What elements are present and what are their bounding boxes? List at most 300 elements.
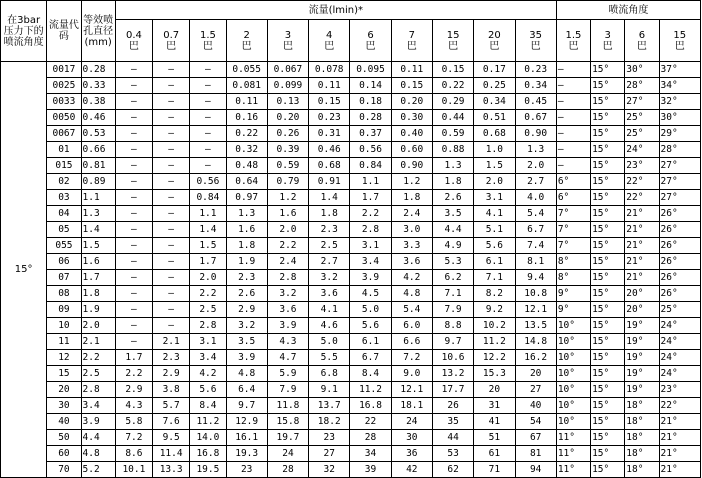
flow-value-cell: 20 bbox=[474, 382, 515, 398]
flow-value-cell: 5.1 bbox=[474, 222, 515, 238]
angle-value-cell: 15° bbox=[591, 462, 625, 478]
table-row bbox=[1, 318, 701, 334]
flow-value-cell: 6.1 bbox=[474, 254, 515, 270]
angle-value-cell: 27° bbox=[659, 174, 700, 190]
flow-value-cell: 4.1 bbox=[309, 302, 350, 318]
angle-value-cell: 10° bbox=[556, 350, 590, 366]
flow-code-cell: 50 bbox=[47, 430, 81, 446]
flow-value-cell: 11.8 bbox=[267, 398, 308, 414]
table-row bbox=[1, 414, 701, 430]
flow-value-cell: 1.0 bbox=[474, 142, 515, 158]
flow-value-cell: 1.8 bbox=[309, 206, 350, 222]
flow-value-cell: 0.13 bbox=[267, 94, 308, 110]
flow-code-cell: 03 bbox=[47, 190, 81, 206]
diameter-cell: 2.1 bbox=[81, 334, 115, 350]
flow-value-cell: – bbox=[153, 254, 190, 270]
angle-value-cell: 24° bbox=[625, 142, 659, 158]
angle-value-cell: 19° bbox=[625, 318, 659, 334]
angle-value-cell: 11° bbox=[556, 462, 590, 478]
flow-value-cell: 2.2 bbox=[190, 286, 226, 302]
flow-code-header: 流量代码 bbox=[47, 1, 81, 62]
flow-value-cell: 4.5 bbox=[350, 286, 391, 302]
flow-value-cell: 14.0 bbox=[190, 430, 226, 446]
table-row bbox=[1, 174, 701, 190]
table-row bbox=[1, 286, 701, 302]
flow-value-cell: 0.90 bbox=[391, 158, 432, 174]
flow-value-cell: – bbox=[115, 126, 152, 142]
angle-value-cell: 8° bbox=[556, 254, 590, 270]
flow-value-cell: 2.2 bbox=[267, 238, 308, 254]
angle-value-cell: 26° bbox=[659, 222, 700, 238]
flow-value-cell: 54 bbox=[515, 414, 556, 430]
flow-value-cell: 23 bbox=[226, 462, 267, 478]
flow-code-cell: 01 bbox=[47, 142, 81, 158]
flow-value-cell: 12.2 bbox=[474, 350, 515, 366]
table-row bbox=[1, 446, 701, 462]
angle-value-cell: 15° bbox=[591, 286, 625, 302]
angle-value-cell: 25° bbox=[625, 126, 659, 142]
flow-value-cell: 0.64 bbox=[226, 174, 267, 190]
angle-value-cell: – bbox=[556, 142, 590, 158]
flow-rate-group-header: 流量(lmin)* bbox=[115, 1, 556, 20]
flow-value-cell: 0.60 bbox=[391, 142, 432, 158]
angle-value-cell: 25° bbox=[659, 302, 700, 318]
flow-value-cell: 5.4 bbox=[391, 302, 432, 318]
orifice-diameter-header: 等效喷孔直径(mm) bbox=[81, 1, 115, 62]
flow-value-cell: – bbox=[115, 110, 152, 126]
angle-value-cell: – bbox=[556, 158, 590, 174]
flow-code-cell: 015 bbox=[47, 158, 81, 174]
table-body bbox=[1, 62, 701, 478]
angle-value-cell: 15° bbox=[591, 366, 625, 382]
flow-value-cell: 3.1 bbox=[350, 238, 391, 254]
angle-value-cell: 21° bbox=[659, 430, 700, 446]
flow-value-cell: – bbox=[190, 94, 226, 110]
angle-value-cell: – bbox=[556, 62, 590, 78]
flow-value-cell: 0.44 bbox=[432, 110, 473, 126]
flow-value-cell: 0.067 bbox=[267, 62, 308, 78]
flow-value-cell: 16.1 bbox=[226, 430, 267, 446]
angle-value-cell: 24° bbox=[659, 350, 700, 366]
table-row bbox=[1, 110, 701, 126]
flow-value-cell: 0.28 bbox=[350, 110, 391, 126]
angle-value-cell: 10° bbox=[556, 366, 590, 382]
flow-value-cell: 0.67 bbox=[515, 110, 556, 126]
flow-value-cell: 6.7 bbox=[350, 350, 391, 366]
flow-value-cell: 0.095 bbox=[350, 62, 391, 78]
diameter-cell: 0.53 bbox=[81, 126, 115, 142]
flow-value-cell: 6.0 bbox=[391, 318, 432, 334]
flow-value-cell: 3.2 bbox=[226, 318, 267, 334]
angle-value-cell: 15° bbox=[591, 302, 625, 318]
flow-value-cell: 28 bbox=[350, 430, 391, 446]
flow-value-cell: 5.7 bbox=[153, 398, 190, 414]
table-row bbox=[1, 270, 701, 286]
flow-value-cell: 0.25 bbox=[474, 78, 515, 94]
angle-value-cell: 23° bbox=[659, 382, 700, 398]
flow-value-cell: 2.3 bbox=[153, 350, 190, 366]
angle-value-cell: 15° bbox=[591, 446, 625, 462]
flow-value-cell: 5.6 bbox=[190, 382, 226, 398]
flow-value-cell: 0.15 bbox=[391, 78, 432, 94]
flow-code-cell: 04 bbox=[47, 206, 81, 222]
flow-value-cell: 0.11 bbox=[226, 94, 267, 110]
flow-value-cell: 9.5 bbox=[153, 430, 190, 446]
flow-value-cell: 0.30 bbox=[391, 110, 432, 126]
angle-value-cell: 27° bbox=[625, 94, 659, 110]
table-row bbox=[1, 382, 701, 398]
flow-value-cell: 9.1 bbox=[309, 382, 350, 398]
angle-value-cell: 19° bbox=[625, 334, 659, 350]
flow-value-cell: 2.3 bbox=[309, 222, 350, 238]
angle-value-cell: 7° bbox=[556, 206, 590, 222]
flow-pressure-header: 2 巴 bbox=[226, 20, 267, 62]
flow-pressure-header: 6 巴 bbox=[350, 20, 391, 62]
flow-value-cell: 62 bbox=[432, 462, 473, 478]
flow-value-cell: 2.0 bbox=[474, 174, 515, 190]
flow-value-cell: 2.9 bbox=[153, 366, 190, 382]
flow-value-cell: – bbox=[153, 174, 190, 190]
table-row bbox=[1, 302, 701, 318]
angle-value-cell: 21° bbox=[625, 270, 659, 286]
table-row bbox=[1, 398, 701, 414]
angle-value-cell: 15° bbox=[591, 318, 625, 334]
flow-value-cell: 23 bbox=[309, 430, 350, 446]
flow-value-cell: 4.6 bbox=[309, 318, 350, 334]
flow-value-cell: 7.1 bbox=[432, 286, 473, 302]
flow-value-cell: 4.8 bbox=[226, 366, 267, 382]
flow-value-cell: 42 bbox=[391, 462, 432, 478]
flow-value-cell: 1.3 bbox=[226, 206, 267, 222]
flow-value-cell: – bbox=[115, 190, 152, 206]
flow-value-cell: 0.59 bbox=[267, 158, 308, 174]
flow-value-cell: 12.1 bbox=[391, 382, 432, 398]
angle-value-cell: 18° bbox=[625, 446, 659, 462]
diameter-cell: 0.28 bbox=[81, 62, 115, 78]
flow-value-cell: – bbox=[153, 190, 190, 206]
flow-value-cell: 0.16 bbox=[226, 110, 267, 126]
angle-value-cell: 18° bbox=[625, 398, 659, 414]
flow-value-cell: 0.15 bbox=[432, 62, 473, 78]
flow-value-cell: 5.0 bbox=[350, 302, 391, 318]
diameter-cell: 3.9 bbox=[81, 414, 115, 430]
angle-value-cell: 15° bbox=[591, 270, 625, 286]
flow-value-cell: – bbox=[115, 270, 152, 286]
angle-value-cell: 6° bbox=[556, 174, 590, 190]
flow-value-cell: 7.2 bbox=[391, 350, 432, 366]
diameter-cell: 1.6 bbox=[81, 254, 115, 270]
flow-value-cell: 7.9 bbox=[267, 382, 308, 398]
flow-value-cell: 0.59 bbox=[432, 126, 473, 142]
angle-value-cell: 19° bbox=[625, 366, 659, 382]
flow-value-cell: 10.6 bbox=[432, 350, 473, 366]
flow-value-cell: 9.0 bbox=[391, 366, 432, 382]
flow-value-cell: 0.88 bbox=[432, 142, 473, 158]
flow-code-cell: 0050 bbox=[47, 110, 81, 126]
flow-value-cell: 4.3 bbox=[115, 398, 152, 414]
flow-value-cell: 2.2 bbox=[115, 366, 152, 382]
flow-value-cell: 2.0 bbox=[267, 222, 308, 238]
flow-value-cell: – bbox=[153, 206, 190, 222]
flow-code-cell: 12 bbox=[47, 350, 81, 366]
angle-value-cell: 15° bbox=[591, 174, 625, 190]
flow-value-cell: – bbox=[190, 126, 226, 142]
flow-value-cell: 3.1 bbox=[474, 190, 515, 206]
flow-value-cell: 0.39 bbox=[267, 142, 308, 158]
flow-value-cell: 9.7 bbox=[432, 334, 473, 350]
diameter-cell: 0.81 bbox=[81, 158, 115, 174]
flow-value-cell: 51 bbox=[474, 430, 515, 446]
flow-value-cell: 3.4 bbox=[350, 254, 391, 270]
table-row bbox=[1, 190, 701, 206]
angle-value-cell: – bbox=[556, 78, 590, 94]
flow-value-cell: 0.078 bbox=[309, 62, 350, 78]
angle-value-cell: 28° bbox=[625, 78, 659, 94]
angle-value-cell: 26° bbox=[659, 254, 700, 270]
angle-value-cell: 15° bbox=[591, 414, 625, 430]
flow-value-cell: 0.081 bbox=[226, 78, 267, 94]
flow-value-cell: 0.20 bbox=[391, 94, 432, 110]
flow-value-cell: 9.4 bbox=[515, 270, 556, 286]
angle-value-cell: 29° bbox=[659, 126, 700, 142]
flow-value-cell: – bbox=[115, 238, 152, 254]
flow-pressure-header: 20 巴 bbox=[474, 20, 515, 62]
angle-value-cell: 15° bbox=[591, 206, 625, 222]
flow-value-cell: – bbox=[153, 78, 190, 94]
flow-value-cell: 2.9 bbox=[226, 302, 267, 318]
flow-value-cell: 1.9 bbox=[226, 254, 267, 270]
flow-value-cell: 8.6 bbox=[115, 446, 152, 462]
angle-value-cell: 10° bbox=[556, 318, 590, 334]
flow-pressure-header: 7 巴 bbox=[391, 20, 432, 62]
flow-value-cell: – bbox=[153, 62, 190, 78]
flow-value-cell: 5.6 bbox=[350, 318, 391, 334]
flow-value-cell: 0.26 bbox=[267, 126, 308, 142]
table-row bbox=[1, 366, 701, 382]
flow-value-cell: 3.0 bbox=[391, 222, 432, 238]
flow-value-cell: 3.3 bbox=[391, 238, 432, 254]
flow-value-cell: 1.3 bbox=[432, 158, 473, 174]
angle-value-cell: 25° bbox=[625, 110, 659, 126]
flow-value-cell: 5.9 bbox=[267, 366, 308, 382]
flow-code-cell: 0067 bbox=[47, 126, 81, 142]
diameter-cell: 4.8 bbox=[81, 446, 115, 462]
flow-value-cell: 0.18 bbox=[350, 94, 391, 110]
flow-value-cell: 4.0 bbox=[515, 190, 556, 206]
angle-pressure-header: 1.5 巴 bbox=[556, 20, 590, 62]
flow-code-cell: 0017 bbox=[47, 62, 81, 78]
flow-value-cell: 53 bbox=[432, 446, 473, 462]
header-row-top bbox=[1, 1, 701, 20]
flow-value-cell: 6.1 bbox=[350, 334, 391, 350]
flow-value-cell: 1.7 bbox=[350, 190, 391, 206]
flow-value-cell: – bbox=[153, 94, 190, 110]
flow-value-cell: – bbox=[190, 142, 226, 158]
flow-value-cell: 2.7 bbox=[309, 254, 350, 270]
flow-value-cell: 0.23 bbox=[515, 62, 556, 78]
flow-value-cell: 2.5 bbox=[190, 302, 226, 318]
flow-value-cell: 18.1 bbox=[391, 398, 432, 414]
diameter-cell: 0.38 bbox=[81, 94, 115, 110]
flow-value-cell: 3.6 bbox=[391, 254, 432, 270]
flow-value-cell: 4.3 bbox=[267, 334, 308, 350]
flow-value-cell: 13.7 bbox=[309, 398, 350, 414]
flow-value-cell: 0.34 bbox=[515, 78, 556, 94]
angle-value-cell: 15° bbox=[591, 398, 625, 414]
diameter-cell: 1.5 bbox=[81, 238, 115, 254]
flow-value-cell: 7.4 bbox=[515, 238, 556, 254]
flow-pressure-header: 3 巴 bbox=[267, 20, 308, 62]
flow-value-cell: 3.4 bbox=[190, 350, 226, 366]
flow-value-cell: 3.9 bbox=[350, 270, 391, 286]
flow-value-cell: 2.1 bbox=[153, 334, 190, 350]
flow-value-cell: 1.6 bbox=[226, 222, 267, 238]
angle-value-cell: 21° bbox=[659, 462, 700, 478]
diameter-cell: 0.89 bbox=[81, 174, 115, 190]
angle-value-cell: 11° bbox=[556, 430, 590, 446]
flow-value-cell: 19.7 bbox=[267, 430, 308, 446]
flow-value-cell: 0.29 bbox=[432, 94, 473, 110]
flow-value-cell: 26 bbox=[432, 398, 473, 414]
spray-angle-group-header: 喷流角度 bbox=[556, 1, 700, 20]
flow-value-cell: 0.51 bbox=[474, 110, 515, 126]
flow-value-cell: 5.6 bbox=[474, 238, 515, 254]
flow-value-cell: 9.7 bbox=[226, 398, 267, 414]
diameter-cell: 1.8 bbox=[81, 286, 115, 302]
table-row bbox=[1, 334, 701, 350]
flow-value-cell: 3.9 bbox=[267, 318, 308, 334]
angle-value-cell: 15° bbox=[591, 238, 625, 254]
flow-value-cell: 19.5 bbox=[190, 462, 226, 478]
angle-value-cell: 20° bbox=[625, 302, 659, 318]
flow-value-cell: 7.9 bbox=[432, 302, 473, 318]
flow-value-cell: – bbox=[190, 158, 226, 174]
table-row bbox=[1, 126, 701, 142]
table-row bbox=[1, 254, 701, 270]
flow-value-cell: 0.68 bbox=[309, 158, 350, 174]
flow-value-cell: 61 bbox=[474, 446, 515, 462]
flow-value-cell: 27 bbox=[309, 446, 350, 462]
flow-value-cell: – bbox=[115, 254, 152, 270]
flow-value-cell: 3.9 bbox=[226, 350, 267, 366]
flow-value-cell: 4.8 bbox=[391, 286, 432, 302]
flow-value-cell: 0.15 bbox=[309, 94, 350, 110]
flow-value-cell: – bbox=[115, 206, 152, 222]
flow-value-cell: – bbox=[153, 286, 190, 302]
flow-value-cell: 13.5 bbox=[515, 318, 556, 334]
flow-value-cell: 0.56 bbox=[350, 142, 391, 158]
flow-value-cell: 1.1 bbox=[350, 174, 391, 190]
flow-value-cell: 1.8 bbox=[432, 174, 473, 190]
flow-value-cell: 13.2 bbox=[432, 366, 473, 382]
flow-value-cell: 2.0 bbox=[515, 158, 556, 174]
angle-value-cell: 21° bbox=[625, 222, 659, 238]
angle-value-cell: 26° bbox=[659, 270, 700, 286]
table-row bbox=[1, 142, 701, 158]
flow-code-cell: 30 bbox=[47, 398, 81, 414]
flow-value-cell: 15.3 bbox=[474, 366, 515, 382]
flow-code-cell: 06 bbox=[47, 254, 81, 270]
flow-value-cell: 0.84 bbox=[190, 190, 226, 206]
flow-value-cell: 0.11 bbox=[391, 62, 432, 78]
flow-value-cell: 4.7 bbox=[267, 350, 308, 366]
angle-value-cell: 23° bbox=[625, 158, 659, 174]
flow-code-cell: 60 bbox=[47, 446, 81, 462]
diameter-cell: 2.0 bbox=[81, 318, 115, 334]
angle-value-cell: 9° bbox=[556, 302, 590, 318]
diameter-cell: 0.66 bbox=[81, 142, 115, 158]
flow-value-cell: – bbox=[115, 334, 152, 350]
angle-value-cell: 27° bbox=[659, 190, 700, 206]
flow-value-cell: 0.22 bbox=[226, 126, 267, 142]
flow-value-cell: 3.5 bbox=[226, 334, 267, 350]
flow-value-cell: 15.8 bbox=[267, 414, 308, 430]
angle-value-cell: 15° bbox=[591, 78, 625, 94]
angle-value-cell: 22° bbox=[625, 174, 659, 190]
flow-code-cell: 40 bbox=[47, 414, 81, 430]
flow-code-cell: 055 bbox=[47, 238, 81, 254]
angle-value-cell: 15° bbox=[591, 254, 625, 270]
flow-value-cell: 5.5 bbox=[309, 350, 350, 366]
flow-value-cell: – bbox=[153, 158, 190, 174]
flow-value-cell: 16.8 bbox=[190, 446, 226, 462]
flow-value-cell: 44 bbox=[432, 430, 473, 446]
flow-value-cell: 10.1 bbox=[115, 462, 152, 478]
angle-value-cell: 15° bbox=[591, 350, 625, 366]
flow-value-cell: 0.90 bbox=[515, 126, 556, 142]
flow-value-cell: 28 bbox=[267, 462, 308, 478]
flow-value-cell: 2.2 bbox=[350, 206, 391, 222]
diameter-cell: 1.4 bbox=[81, 222, 115, 238]
angle-value-cell: 37° bbox=[659, 62, 700, 78]
flow-value-cell: 4.9 bbox=[432, 238, 473, 254]
flow-value-cell: 5.8 bbox=[115, 414, 152, 430]
flow-value-cell: 18.2 bbox=[309, 414, 350, 430]
diameter-cell: 2.5 bbox=[81, 366, 115, 382]
angle-value-cell: 28° bbox=[659, 142, 700, 158]
angle-value-cell: 15° bbox=[591, 126, 625, 142]
angle-value-cell: 18° bbox=[625, 462, 659, 478]
flow-value-cell: 4.4 bbox=[432, 222, 473, 238]
flow-pressure-header: 1.5 巴 bbox=[190, 20, 226, 62]
spray-angle-header: 在3bar 压力下的喷流角度 bbox=[1, 1, 47, 62]
angle-value-cell: 15° bbox=[591, 142, 625, 158]
flow-value-cell: 0.22 bbox=[432, 78, 473, 94]
flow-value-cell: 22 bbox=[350, 414, 391, 430]
flow-value-cell: 5.4 bbox=[515, 206, 556, 222]
table-row bbox=[1, 206, 701, 222]
flow-value-cell: – bbox=[153, 126, 190, 142]
diameter-cell: 1.9 bbox=[81, 302, 115, 318]
flow-value-cell: 0.37 bbox=[350, 126, 391, 142]
flow-value-cell: 10.2 bbox=[474, 318, 515, 334]
angle-value-cell: 24° bbox=[659, 318, 700, 334]
flow-value-cell: – bbox=[115, 142, 152, 158]
flow-pressure-header: 15 巴 bbox=[432, 20, 473, 62]
flow-code-cell: 20 bbox=[47, 382, 81, 398]
flow-value-cell: 3.6 bbox=[267, 302, 308, 318]
flow-value-cell: – bbox=[115, 158, 152, 174]
diameter-cell: 1.1 bbox=[81, 190, 115, 206]
flow-value-cell: 7.2 bbox=[115, 430, 152, 446]
flow-value-cell: 9.2 bbox=[474, 302, 515, 318]
angle-value-cell: 24° bbox=[659, 366, 700, 382]
flow-value-cell: 2.8 bbox=[350, 222, 391, 238]
flow-value-cell: 3.2 bbox=[267, 286, 308, 302]
flow-code-cell: 02 bbox=[47, 174, 81, 190]
angle-pressure-header: 3 巴 bbox=[591, 20, 625, 62]
flow-value-cell: 6.2 bbox=[432, 270, 473, 286]
